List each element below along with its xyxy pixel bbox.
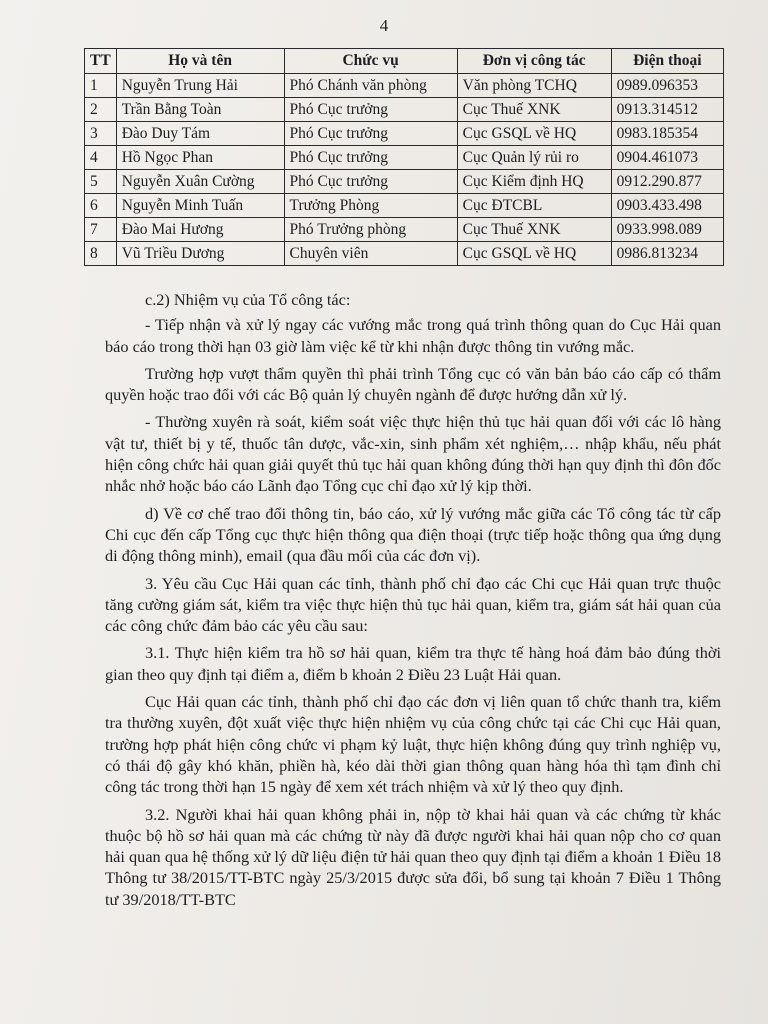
cell-position: Phó Cục trưởng	[284, 122, 457, 146]
cell-unit: Cục Kiểm định HQ	[457, 170, 611, 194]
cell-tt: 4	[85, 146, 117, 170]
table-row	[85, 194, 724, 218]
paragraph: 3.1. Thực hiện kiểm tra hồ sơ hải quan, kiểm tra thực tế hàng hoá đảm bảo đúng thời gian theo quy định tại điểm a, điểm b khoản 2 Điều 23 Luật Hải quan.	[105, 643, 721, 684]
table-row	[85, 122, 724, 146]
cell-tt: 1	[85, 74, 117, 98]
table-row	[85, 242, 724, 266]
cell-tt: 7	[85, 218, 117, 242]
cell-phone: 0983.185354	[611, 122, 723, 146]
paragraph: d) Về cơ chế trao đổi thông tin, báo cáo, xử lý vướng mắc giữa các Tổ công tác từ cấp Chi cục đến cấp Tổng cục thực hiện thông qua điện thoại (trực tiếp hoặc thông qua ứng dụng di động thông minh), email (qua đầu mối của các đơn vị).	[105, 503, 721, 566]
table-row	[85, 74, 724, 98]
cell-name: Vũ Triều Dương	[116, 242, 284, 266]
cell-phone: 0989.096353	[611, 74, 723, 98]
cell-tt: 3	[85, 122, 117, 146]
cell-position: Trưởng Phòng	[284, 194, 457, 218]
paragraph: 3.2. Người khai hải quan không phải in, nộp tờ khai hải quan và các chứng từ khác thuộc bộ hồ sơ hải quan mà các chứng từ này đã được người khai hải quan nộp cho cơ quan hải quan qua hệ thống xử lý dữ liệu điện tử hải quan theo quy định tại điểm a khoản 1 Điều 18 Thông tư 38/2015/TT-BTC ngày 25/3/2015 được sửa đổi, bổ sung tại khoản 7 Điều 1 Thông tư 39/2018/TT-BTC	[105, 804, 721, 909]
cell-unit: Cục ĐTCBL	[457, 194, 611, 218]
cell-name: Trần Bằng Toàn	[116, 98, 284, 122]
cell-name: Nguyễn Xuân Cường	[116, 170, 284, 194]
cell-position: Chuyên viên	[284, 242, 457, 266]
table-row	[85, 146, 724, 170]
cell-tt: 2	[85, 98, 117, 122]
table-row	[85, 218, 724, 242]
table-row	[85, 98, 724, 122]
paragraph: Cục Hải quan các tỉnh, thành phố chỉ đạo các đơn vị liên quan tổ chức thanh tra, kiểm tra thường xuyên, đột xuất việc thực hiện nhiệm vụ của công chức tại các Chi cục Hải quan, trường hợp phát hiện công chức vi phạm kỷ luật, thực hiện không đúng quy trình nghiệp vụ, có thái độ gây khó khăn, phiền hà, kéo dài thời gian thông quan hàng hóa thì tạm đình chỉ công tác trong thời hạn 15 ngày để xem xét trách nhiệm và xử lý theo quy định.	[105, 692, 721, 797]
paragraph: 3. Yêu cầu Cục Hải quan các tỉnh, thành phố chỉ đạo các Chi cục Hải quan trực thuộc tăng cường giám sát, kiểm tra việc thực hiện thủ tục hải quan, kiểm tra, giám sát hải quan của các công chức đảm bảo các yêu cầu sau:	[105, 573, 721, 636]
cell-name: Đào Duy Tám	[116, 122, 284, 146]
cell-phone: 0912.290.877	[611, 170, 723, 194]
cell-unit: Cục Thuế XNK	[457, 218, 611, 242]
table-header-row	[85, 49, 724, 74]
cell-name: Nguyễn Trung Hải	[116, 74, 284, 98]
cell-phone: 0904.461073	[611, 146, 723, 170]
cell-phone: 0986.813234	[611, 242, 723, 266]
cell-name: Hồ Ngọc Phan	[116, 146, 284, 170]
cell-unit: Cục GSQL về HQ	[457, 122, 611, 146]
table-row	[85, 170, 724, 194]
cell-unit: Cục Quản lý rủi ro	[457, 146, 611, 170]
section-heading-c2: c.2) Nhiệm vụ của Tổ công tác:	[145, 290, 351, 309]
paragraph: - Tiếp nhận và xử lý ngay các vướng mắc trong quá trình thông quan do Cục Hải quan báo cáo trong thời hạn 03 giờ làm việc kể từ khi nhận được thông tin vướng mắc.	[105, 315, 721, 356]
cell-phone: 0933.998.089	[611, 218, 723, 242]
header-position: Chức vụ	[284, 49, 457, 74]
cell-tt: 6	[85, 194, 117, 218]
page-number: 4	[379, 16, 389, 35]
cell-position: Phó Chánh văn phòng	[284, 74, 457, 98]
header-unit: Đơn vị công tác	[457, 49, 611, 74]
cell-phone: 0903.433.498	[611, 194, 723, 218]
paragraph: - Thường xuyên rà soát, kiểm soát việc thực hiện thủ tục hải quan đối với các lô hàng vật tư, thiết bị y tế, thuốc tân dược, vắc-xin, sinh phẩm xét nghiệm,… nhập khẩu, nếu phát hiện công chức hải quan giải quyết thủ tục hải quan không đúng thời hạn quy định thì đôn đốc nhắc nhở hoặc báo cáo Lãnh đạo Tổng cục chỉ đạo xử lý kịp thời.	[105, 412, 721, 496]
cell-position: Phó Trưởng phòng	[284, 218, 457, 242]
staff-table	[84, 48, 724, 266]
header-tt: TT	[85, 49, 117, 74]
cell-unit: Cục Thuế XNK	[457, 98, 611, 122]
document-body	[105, 289, 721, 916]
cell-unit: Cục GSQL về HQ	[457, 242, 611, 266]
cell-unit: Văn phòng TCHQ	[457, 74, 611, 98]
cell-tt: 5	[85, 170, 117, 194]
header-phone: Điện thoại	[611, 49, 723, 74]
cell-phone: 0913.314512	[611, 98, 723, 122]
header-name: Họ và tên	[116, 49, 284, 74]
cell-name: Nguyễn Minh Tuấn	[116, 194, 284, 218]
cell-name: Đào Mai Hương	[116, 218, 284, 242]
paragraph: Trường hợp vượt thẩm quyền thì phải trình Tổng cục có văn bản báo cáo cấp có thẩm quyền hoặc trao đổi với các Bộ quản lý chuyên ngành để được hướng dẫn xử lý.	[105, 363, 721, 405]
cell-position: Phó Cục trưởng	[284, 170, 457, 194]
cell-position: Phó Cục trưởng	[284, 98, 457, 122]
cell-position: Phó Cục trưởng	[284, 146, 457, 170]
cell-tt: 8	[85, 242, 117, 266]
